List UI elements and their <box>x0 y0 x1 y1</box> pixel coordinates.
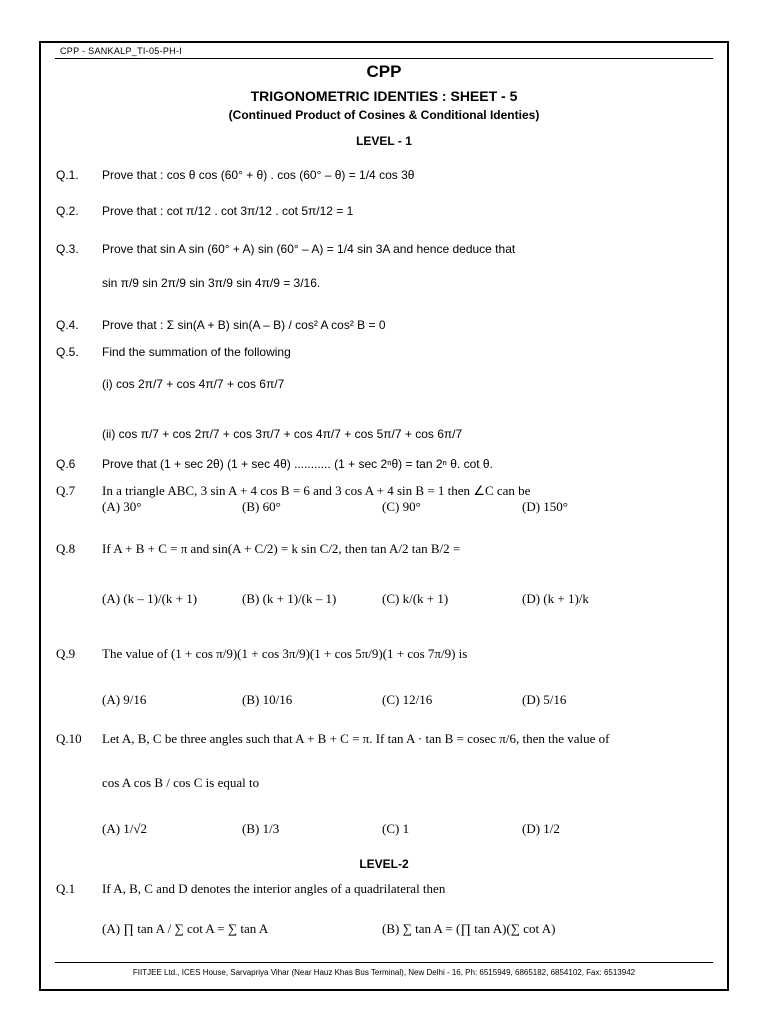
option-d: (D) 1/2 <box>522 821 560 836</box>
question-number: Q.9 <box>56 646 76 661</box>
question-number: Q.4. <box>56 318 79 332</box>
question-text: If A + B + C = π and sin(A + C/2) = k sin C/2, then tan A/2 tan B/2 = <box>102 541 461 556</box>
option-a: (A) 9/16 <box>102 692 147 707</box>
question-text: Prove that : Σ sin(A + B) sin(A – B) / cos² A cos² B = 0 <box>102 318 386 332</box>
option-d: (D) 5/16 <box>522 692 567 707</box>
question-line-2: cos A cos B / cos C is equal to <box>102 775 260 790</box>
question-text: Prove that sin A sin (60° + A) sin (60° – A) = 1/4 sin 3A and hence deduce that <box>102 242 516 256</box>
page-border <box>39 41 729 991</box>
option-a: (A) 30° <box>102 499 142 514</box>
footer-rule <box>55 962 713 963</box>
option-c: (C) 1 <box>382 821 410 836</box>
question-line-2: sin π/9 sin 2π/9 sin 3π/9 sin 4π/9 = 3/16. <box>102 276 321 290</box>
option-a: (A) ∏ tan A / ∑ cot A = ∑ tan A <box>102 921 269 936</box>
question-text: Prove that : cos θ cos (60° + θ) . cos (60° – θ) = 1/4 cos 3θ <box>102 168 415 182</box>
option-d: (D) 150° <box>522 499 568 514</box>
question-text: The value of (1 + cos π/9)(1 + cos 3π/9)(1 + cos 5π/9)(1 + cos 7π/9) is <box>102 646 468 661</box>
question-number: Q.6 <box>56 457 76 471</box>
header-code: CPP - SANKALP_TI-05-PH-I <box>60 46 183 56</box>
option-b: (B) 10/16 <box>242 692 293 707</box>
question-text: Let A, B, C be three angles such that A + B + C = π. If tan A · tan B = cosec π/6, then the value of <box>102 731 610 746</box>
question-number: Q.3. <box>56 242 79 256</box>
option-b: (B) (k + 1)/(k – 1) <box>242 591 337 606</box>
question-part-ii: (ii) cos π/7 + cos 2π/7 + cos 3π/7 + cos 4π/7 + cos 5π/7 + cos 6π/7 <box>102 427 463 441</box>
question-number: Q.5. <box>56 345 79 359</box>
question-text: Find the summation of the following <box>102 345 291 359</box>
footer-address: FIITJEE Ltd., ICES House, Sarvapriya Vihar (Near Hauz Khas Bus Terminal), New Delhi - 16, Ph: 6515949, 6865182, 6854102, Fax: 6513942 <box>132 968 636 977</box>
question-number: Q.7 <box>56 483 76 498</box>
option-c: (C) k/(k + 1) <box>382 591 449 606</box>
question-number: Q.1 <box>56 881 76 896</box>
option-c: (C) 90° <box>382 499 421 514</box>
option-b: (B) 60° <box>242 499 281 514</box>
question-number: Q.8 <box>56 541 76 556</box>
option-a: (A) 1/√2 <box>102 821 148 836</box>
question-text: In a triangle ABC, 3 sin A + 4 cos B = 6 and 3 cos A + 4 sin B = 1 then ∠C can be <box>102 483 531 498</box>
sheet-subtitle: (Continued Product of Cosines & Conditional Identies) <box>228 108 540 122</box>
option-b: (B) 1/3 <box>242 821 280 836</box>
question-number: Q.10 <box>56 731 82 746</box>
option-c: (C) 12/16 <box>382 692 433 707</box>
question-text: Prove that (1 + sec 2θ) (1 + sec 4θ) ........... (1 + sec 2ⁿθ) = tan 2ⁿ θ. cot θ. <box>102 457 493 471</box>
header-rule <box>55 58 713 59</box>
sheet-title: TRIGONOMETRIC IDENTIES : SHEET - 5 <box>250 88 518 104</box>
level-1-heading: LEVEL - 1 <box>356 134 412 148</box>
question-text: Prove that : cot π/12 . cot 3π/12 . cot 5π/12 = 1 <box>102 204 354 218</box>
page-title: CPP <box>366 62 402 81</box>
option-d: (D) (k + 1)/k <box>522 591 589 606</box>
question-number: Q.2. <box>56 204 79 218</box>
option-b: (B) ∑ tan A = (∏ tan A)(∑ cot A) <box>382 921 556 936</box>
option-a: (A) (k – 1)/(k + 1) <box>102 591 198 606</box>
question-part-i: (i) cos 2π/7 + cos 4π/7 + cos 6π/7 <box>102 377 285 391</box>
question-text: If A, B, C and D denotes the interior angles of a quadrilateral then <box>102 881 446 896</box>
level-2-heading: LEVEL-2 <box>359 857 409 871</box>
question-number: Q.1. <box>56 168 79 182</box>
